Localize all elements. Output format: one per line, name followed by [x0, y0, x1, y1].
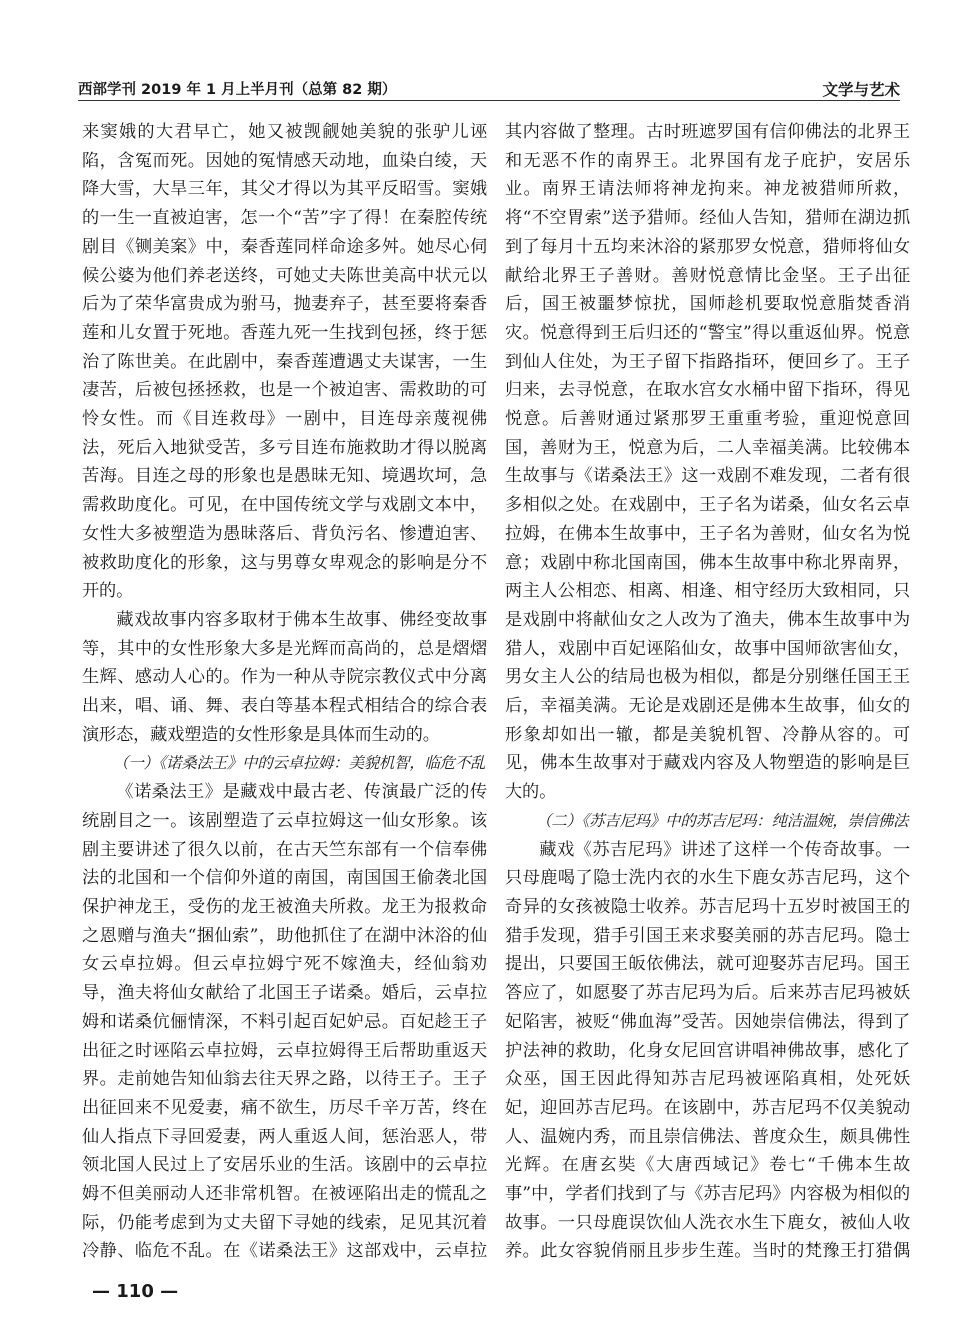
section-heading: （一）《诺桑法王》中的云卓拉姆：美貌机智，临危不乱: [113, 754, 486, 773]
paragraph: 其内容做了整理。古时班遮罗国有信仰佛法的北界王和无恶不作的南界王。北界国有龙子庇护，安居乐业。南界王请法师将神龙拘来。神龙被猎师所救，将“不空胃索”送予猎师。经仙人告知，猎师在湖边抓到了每月十五均来沐浴的紧那罗女悦意，猎师将仙女献给北界王子善财。善财悦意情比金坚。王子出征后，国王被噩梦惊扰，国师趁机要取悦意脂焚香消灾。悦意得到王后归还的“警宝”得以重返仙界。悦意到仙人住处，为王子留下指路指环，便回乡了。王子归来，去寻悦意，在取水宫女水桶中留下指环，得见悦意。后善财通过紧那罗王重重考验，重迎悦意回国，善财为王，悦意为后，二人幸福美满。比较佛本生故事与《诺桑法王》这一戏剧不难发现，二者有很多相似之处。在戏剧中，王子名为诺桑，仙女名云卓拉姆，在佛本生故事中，王子名为善财，仙女名为悦意；戏剧中称北国南国，佛本生故事中称北界南界，两主人公相恋、相离、相逢、相守经历大致相同，只是戏剧中将献仙女之人改为了渔夫，佛本生故事中为猎人，戏剧中百妃诬陷仙女，故事中国师欲害仙女，男女主人公的结局也极为相似，都是分别继任国王王后，幸福美满。无论是戏剧还是佛本生故事，仙女的形象却如出一辙，都是美貌机智、冷静从容的。可见，佛本生故事对于藏戏内容及人物塑造的影响是巨大的。: [505, 122, 910, 803]
paragraph: 来窦娥的大君早亡，她又被觊觎她美貌的张驴儿诬陷，含冤而死。因她的冤情感天动地，血染白绫，天降大雪，大旱三年，其父才得以为其平反昭雪。窦娥的一生一直被迫害，怎一个“苦”字了得！在秦腔传统剧目《铡美案》中，秦香莲同样命途多舛。她尽心伺候公婆为他们养老送终，可她丈夫陈世美高中状元以后为了荣华富贵成为驸马，抛妻弃子，甚至要将秦香莲和儿女置于死地。香莲九死一生找到包拯，终于惩治了陈世美。在此剧中，秦香莲遭遇丈夫谋害，一生凄苦，后被包拯拯救，也是一个被迫害、需救助的可怜女性。而《目连救母》一剧中，目连母亲蔑视佛法，死后入地狱受苦，多亏目连布施救助才得以脱离苦海。目连之母的形象也是愚昧无知、境遇坎坷，急需救助度化。可见，在中国传统文学与戏剧文本中，女性大多被塑造为愚昧落后、背负污名、惨遭迫害、被救助度化的形象，这与男尊女卑观念的影响是分不开的。: [82, 122, 487, 602]
journal-info: 西部学刊 2019 年 1 月上半月刊（总第 82 期）: [78, 82, 397, 98]
page-number: — 110 —: [92, 1281, 179, 1302]
right-column: [505, 118, 910, 1266]
running-header: [78, 76, 900, 101]
section-title: 文学与艺术: [822, 81, 900, 99]
paragraph: 《诺桑法王》是藏戏中最古老、传演最广泛的传统剧目之一。该剧塑造了云卓拉姆这一仙女形象。该剧主要讲述了很久以前，在古天竺东部有一个信奉佛法的北国和一个信仰外道的南国，南国国王偷袭北国保护神龙王，受伤的龙王被渔夫所救。龙王为报救命之恩赠与渔夫“捆仙索”，助他抓住了在湖中沐浴的仙女云卓拉姆。但云卓拉姆宁死不嫁渔夫，经仙翁劝导，渔夫将仙女献给了北国王子诺桑。婚后，云卓拉姆和诺桑伉俪情深，不料引起百妃妒忌。百妃趁王子出征之时诬陷云卓拉姆，云卓拉姆得王后帮助重返天界。走前她告知仙翁去往天界之路，以待王子。王子出征回来不见爱妻，痛不欲生，历尽千辛万苦，终在仙人指点下寻回爱妻，两人重返人间，惩治恶人，带领北国人民过上了安居乐业的生活。该剧中的云卓拉姆不但美丽动人还非常机智。在被诬陷出走的慌乱之际，仍能考虑到为丈夫留下寻她的线索，足见其沉着冷静、临危不乱。在《诺桑法王》这部戏中，云卓拉: [82, 782, 487, 1262]
left-column: [82, 118, 487, 1266]
paragraph: 藏戏故事内容多取材于佛本生故事、佛经变故事等，其中的女性形象大多是光辉而高尚的，总是熠熠生辉、感动人心的。作为一种从寺院宗教仪式中分离出来，唱、诵、舞、表白等基本程式相结合的综合表演形态，藏戏塑造的女性形象是具体而生动的。: [82, 609, 487, 745]
paragraph: 藏戏《苏吉尼玛》讲述了这样一个传奇故事。一只母鹿喝了隐士洗内衣的水生下鹿女苏吉尼玛，这个奇异的女孩被隐士收养。苏吉尼玛十五岁时被国王的猎手发现，猎手引国王来求娶美丽的苏吉尼玛。隐士提出，只要国王皈依佛法，就可迎娶苏吉尼玛。国王答应了，如愿娶了苏吉尼玛为后。后来苏吉尼玛被妖妃陷害，被贬“佛血海”受苦。因她崇信佛法，得到了护法神的救助，化身女尼回宫讲唱神佛故事，感化了众巫，国王因此得知苏吉尼玛被诬陷真相，处死妖妃，迎回苏吉尼玛。在该剧中，苏吉尼玛不仅美貌动人、温婉内秀，而且崇信佛法、普度众生，颇具佛性光辉。在唐玄奘《大唐西域记》卷七“千佛本生故事”中，学者们找到了与《苏吉尼玛》内容极为相似的故事。一只母鹿误饮仙人洗衣水生下鹿女，被仙人收养。此女容貌俏丽且步步生莲。当时的梵豫王打猎偶: [505, 839, 910, 1262]
section-heading: （二）《苏吉尼玛》中的苏吉尼玛：纯洁温婉，崇信佛法: [536, 811, 909, 830]
